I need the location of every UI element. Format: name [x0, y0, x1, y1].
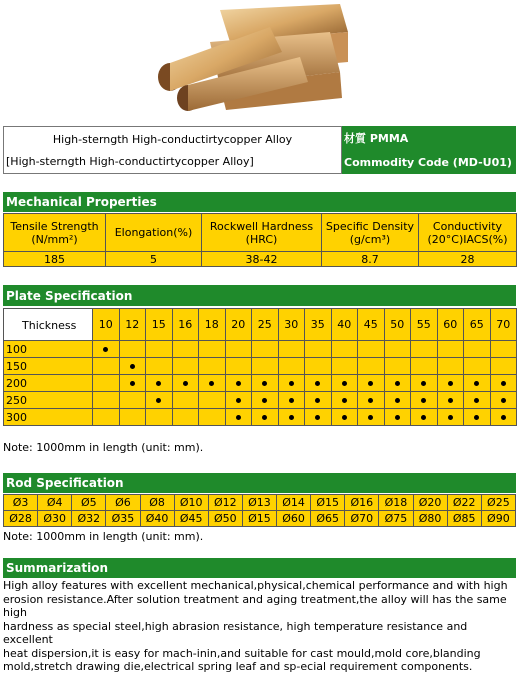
- available-dot-icon: [395, 398, 400, 403]
- availability-cell: [384, 392, 411, 409]
- rod-diameter: Ø8: [140, 495, 174, 511]
- plate-specification-title: Plate Specification: [3, 285, 516, 306]
- available-dot-icon: [130, 364, 135, 369]
- rod-note: Note: 1000mm in length (unit: mm).: [3, 530, 204, 543]
- available-dot-icon: [156, 381, 161, 386]
- rod-diameter: Ø6: [106, 495, 140, 511]
- availability-cell: [93, 341, 120, 358]
- available-dot-icon: [236, 415, 241, 420]
- availability-cell: [384, 409, 411, 426]
- availability-cell: [437, 375, 464, 392]
- mechanical-properties-table: [3, 213, 517, 267]
- availability-cell: [278, 341, 305, 358]
- thickness-header: 16: [172, 309, 199, 341]
- available-dot-icon: [289, 381, 294, 386]
- available-dot-icon: [209, 381, 214, 386]
- availability-cell: [464, 358, 491, 375]
- rod-diameter: Ø90: [481, 511, 515, 527]
- mechanical-properties-title: Mechanical Properties: [3, 192, 516, 212]
- copper-bars-image: [150, 2, 350, 117]
- thickness-header: 45: [358, 309, 385, 341]
- thickness-header: 25: [252, 309, 279, 341]
- product-subtitle: [High-sterngth High-conductirtycopper Alloy]: [6, 154, 254, 168]
- available-dot-icon: [474, 415, 479, 420]
- available-dot-icon: [236, 381, 241, 386]
- availability-cell: [199, 409, 226, 426]
- value-elongation: 5: [106, 252, 202, 267]
- value-conductivity: 28: [419, 252, 517, 267]
- availability-cell: [278, 358, 305, 375]
- plate-note: Note: 1000mm in length (unit: mm).: [3, 441, 204, 454]
- rod-specification-title: Rod Specification: [3, 473, 516, 493]
- summary-text: [3, 579, 517, 674]
- thickness-width-label: [4, 309, 93, 341]
- availability-cell: [464, 375, 491, 392]
- available-dot-icon: [315, 398, 320, 403]
- plate-row: [4, 341, 517, 358]
- rod-diameter: Ø5: [72, 495, 106, 511]
- summarization-title: Summarization: [3, 558, 516, 578]
- available-dot-icon: [368, 398, 373, 403]
- availability-cell: [146, 375, 173, 392]
- availability-cell: [252, 341, 279, 358]
- thickness-header: 60: [437, 309, 464, 341]
- summary-line: erosion resistance.After solution treatment and aging treatment,the alloy will has the same high: [3, 592, 507, 619]
- summary-line: hardness as special steel,high abrasion resistance, high temperature resistance and excellent: [3, 619, 468, 646]
- availability-cell: [93, 392, 120, 409]
- rod-diameter: Ø45: [174, 511, 208, 527]
- available-dot-icon: [315, 415, 320, 420]
- header-density: Specific Density (g/cm³): [322, 214, 419, 252]
- rod-diameter: Ø40: [140, 511, 174, 527]
- summary-line: heat dispersion,it is easy for mach-inin,and suitable for cast mould,mold core,blanding: [3, 646, 481, 660]
- product-title: High-sterngth High-conductirtycopper Alloy: [52, 132, 293, 146]
- rod-diameter: Ø16: [345, 495, 379, 511]
- width-label: [5, 340, 37, 341]
- header-elongation: Elongation(%): [106, 214, 202, 252]
- availability-cell: [119, 409, 146, 426]
- rod-specification-table: [3, 494, 516, 527]
- availability-cell: [199, 358, 226, 375]
- thickness-header: 15: [146, 309, 173, 341]
- availability-cell: [490, 392, 517, 409]
- rod-diameter: Ø30: [38, 511, 72, 527]
- available-dot-icon: [289, 398, 294, 403]
- availability-cell: [358, 409, 385, 426]
- available-dot-icon: [103, 347, 108, 352]
- available-dot-icon: [315, 381, 320, 386]
- rod-diameter: Ø13: [242, 495, 276, 511]
- width-value: 250: [4, 392, 93, 409]
- available-dot-icon: [395, 415, 400, 420]
- availability-cell: [331, 409, 358, 426]
- rod-diameter: Ø75: [379, 511, 413, 527]
- value-hardness: 38-42: [202, 252, 322, 267]
- rod-diameter: Ø4: [38, 495, 72, 511]
- available-dot-icon: [368, 415, 373, 420]
- available-dot-icon: [262, 415, 267, 420]
- commodity-code-label: [342, 150, 516, 174]
- rod-diameter: Ø60: [277, 511, 311, 527]
- commodity-code-text: Commodity Code (MD-U01): [344, 155, 512, 169]
- availability-cell: [411, 341, 438, 358]
- availability-cell: [464, 341, 491, 358]
- thickness-header: 70: [490, 309, 517, 341]
- thickness-header: 12: [119, 309, 146, 341]
- available-dot-icon: [421, 415, 426, 420]
- availability-cell: [384, 341, 411, 358]
- available-dot-icon: [448, 381, 453, 386]
- availability-cell: [305, 341, 332, 358]
- width-value: 300: [4, 409, 93, 426]
- availability-cell: [331, 375, 358, 392]
- thickness-header: 65: [464, 309, 491, 341]
- availability-cell: [464, 392, 491, 409]
- availability-cell: [278, 409, 305, 426]
- availability-cell: [252, 392, 279, 409]
- thickness-header: 20: [225, 309, 252, 341]
- rod-diameter: Ø35: [106, 511, 140, 527]
- rod-diameter: Ø12: [208, 495, 242, 511]
- availability-cell: [225, 341, 252, 358]
- availability-cell: [305, 358, 332, 375]
- availability-cell: [331, 358, 358, 375]
- availability-cell: [119, 392, 146, 409]
- plate-row: [4, 375, 517, 392]
- availability-cell: [358, 341, 385, 358]
- available-dot-icon: [130, 381, 135, 386]
- rod-diameter: Ø28: [4, 511, 38, 527]
- value-tensile: 185: [4, 252, 106, 267]
- availability-cell: [384, 375, 411, 392]
- availability-cell: [172, 409, 199, 426]
- rod-diameter: Ø14: [277, 495, 311, 511]
- available-dot-icon: [448, 415, 453, 420]
- availability-cell: [93, 358, 120, 375]
- summary-line: mold,stretch drawing die,electrical spring leaf and sp-ecial requirement components.: [3, 660, 473, 673]
- available-dot-icon: [262, 398, 267, 403]
- availability-cell: [172, 392, 199, 409]
- availability-cell: [119, 341, 146, 358]
- rod-diameter: Ø18: [379, 495, 413, 511]
- availability-cell: [93, 409, 120, 426]
- availability-cell: [199, 375, 226, 392]
- rod-diameter: Ø22: [447, 495, 481, 511]
- available-dot-icon: [368, 381, 373, 386]
- rod-diameter: Ø25: [481, 495, 515, 511]
- available-dot-icon: [421, 381, 426, 386]
- availability-cell: [490, 409, 517, 426]
- available-dot-icon: [501, 415, 506, 420]
- rod-diameter: Ø70: [345, 511, 379, 527]
- availability-cell: [464, 409, 491, 426]
- availability-cell: [225, 358, 252, 375]
- rod-diameter: Ø85: [447, 511, 481, 527]
- available-dot-icon: [501, 398, 506, 403]
- availability-cell: [172, 341, 199, 358]
- available-dot-icon: [183, 381, 188, 386]
- width-value: 150: [4, 358, 93, 375]
- availability-cell: [199, 341, 226, 358]
- availability-cell: [93, 375, 120, 392]
- available-dot-icon: [236, 398, 241, 403]
- available-dot-icon: [156, 398, 161, 403]
- availability-cell: [278, 392, 305, 409]
- availability-cell: [490, 358, 517, 375]
- thickness-header: 30: [278, 309, 305, 341]
- available-dot-icon: [448, 398, 453, 403]
- rod-diameter: Ø32: [72, 511, 106, 527]
- header-hardness: Rockwell Hardness (HRC): [202, 214, 322, 252]
- availability-cell: [225, 392, 252, 409]
- availability-cell: [119, 375, 146, 392]
- availability-cell: [199, 392, 226, 409]
- availability-cell: [146, 409, 173, 426]
- rod-diameter: Ø10: [174, 495, 208, 511]
- available-dot-icon: [262, 381, 267, 386]
- available-dot-icon: [395, 381, 400, 386]
- availability-cell: [437, 341, 464, 358]
- availability-cell: [146, 358, 173, 375]
- thickness-header: 35: [305, 309, 332, 341]
- availability-cell: [252, 375, 279, 392]
- plate-row: [4, 409, 517, 426]
- availability-cell: [119, 358, 146, 375]
- header-conductivity: Conductivity (20°C)IACS(%): [419, 214, 517, 252]
- availability-cell: [172, 375, 199, 392]
- material-label: [342, 126, 516, 150]
- available-dot-icon: [474, 381, 479, 386]
- availability-cell: [490, 341, 517, 358]
- plate-row: [4, 392, 517, 409]
- plate-specification-table: [3, 308, 517, 426]
- thickness-header: 40: [331, 309, 358, 341]
- availability-cell: [437, 409, 464, 426]
- rod-diameter: Ø20: [413, 495, 447, 511]
- availability-cell: [358, 392, 385, 409]
- availability-cell: [331, 341, 358, 358]
- availability-cell: [437, 392, 464, 409]
- availability-cell: [252, 358, 279, 375]
- availability-cell: [384, 358, 411, 375]
- rod-diameter: Ø65: [311, 511, 345, 527]
- availability-cell: [225, 375, 252, 392]
- availability-cell: [305, 392, 332, 409]
- width-value: 100: [4, 341, 93, 358]
- availability-cell: [278, 375, 305, 392]
- value-density: 8.7: [322, 252, 419, 267]
- rod-row: [4, 495, 516, 511]
- availability-cell: [225, 409, 252, 426]
- available-dot-icon: [474, 398, 479, 403]
- availability-cell: [411, 392, 438, 409]
- thickness-header: 18: [199, 309, 226, 341]
- availability-cell: [411, 409, 438, 426]
- summary-line: High alloy features with excellent mechanical,physical,chemical performance and with high: [3, 579, 508, 592]
- available-dot-icon: [342, 398, 347, 403]
- rod-diameter: Ø3: [4, 495, 38, 511]
- rod-diameter: Ø15: [242, 511, 276, 527]
- available-dot-icon: [289, 415, 294, 420]
- availability-cell: [411, 375, 438, 392]
- available-dot-icon: [501, 381, 506, 386]
- availability-cell: [305, 375, 332, 392]
- thickness-header: 50: [384, 309, 411, 341]
- availability-cell: [146, 392, 173, 409]
- availability-cell: [358, 375, 385, 392]
- thickness-label: Thickness: [22, 319, 77, 332]
- thickness-header: 10: [93, 309, 120, 341]
- availability-cell: [252, 409, 279, 426]
- thickness-header: 55: [411, 309, 438, 341]
- width-value: 200: [4, 375, 93, 392]
- availability-cell: [437, 358, 464, 375]
- material-text: 材質 PMMA: [344, 132, 409, 145]
- availability-cell: [305, 409, 332, 426]
- availability-cell: [490, 375, 517, 392]
- available-dot-icon: [342, 381, 347, 386]
- availability-cell: [331, 392, 358, 409]
- rod-row: [4, 511, 516, 527]
- availability-cell: [358, 358, 385, 375]
- available-dot-icon: [421, 398, 426, 403]
- rod-diameter: Ø50: [208, 511, 242, 527]
- rod-diameter: Ø80: [413, 511, 447, 527]
- available-dot-icon: [342, 415, 347, 420]
- availability-cell: [172, 358, 199, 375]
- rod-diameter: Ø15: [311, 495, 345, 511]
- header-tensile: Tensile Strength (N/mm²): [4, 214, 106, 252]
- plate-row: [4, 358, 517, 375]
- availability-cell: [146, 341, 173, 358]
- availability-cell: [411, 358, 438, 375]
